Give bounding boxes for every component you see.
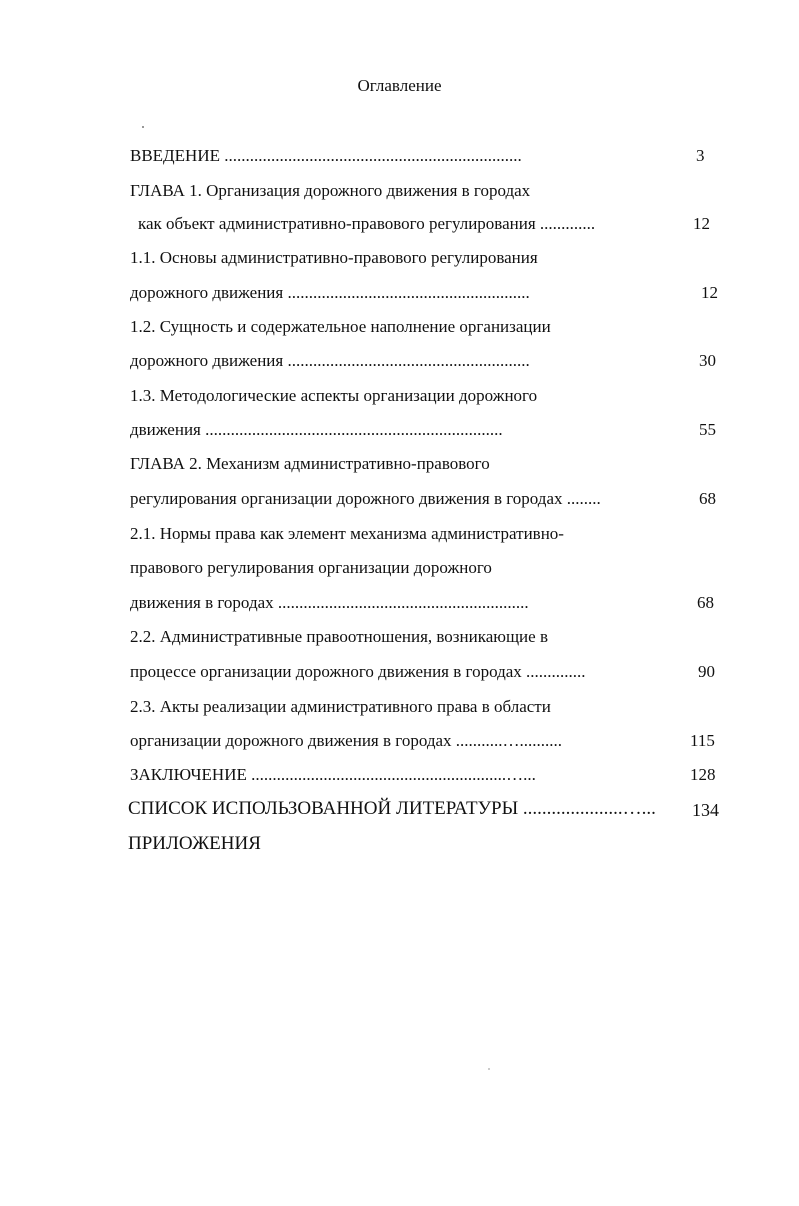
toc-entry-references: СПИСОК ИСПОЛЬЗОВАННОЙ ЛИТЕРАТУРЫ .....................…...	[128, 798, 656, 819]
toc-entry-section-1-3-line1: 1.3. Методологические аспекты организации дорожного	[130, 386, 538, 405]
toc-page-chapter2: 68	[699, 489, 716, 508]
toc-entry-section-1-2-line2: дорожного движения .........................................................	[130, 351, 530, 370]
toc-entry-appendix: ПРИЛОЖЕНИЯ	[128, 833, 261, 854]
scan-speck	[142, 126, 144, 128]
toc-entry-conclusion: ЗАКЛЮЧЕНИЕ ............................................................…...	[130, 765, 536, 784]
toc-page-section-2-3: 115	[690, 731, 715, 750]
toc-entry-section-1-2-line1: 1.2. Сущность и содержательное наполнение организации	[130, 317, 551, 336]
toc-entry-section-2-2-line2: процессе организации дорожного движения в городах ..............	[130, 662, 586, 681]
toc-entry-section-2-1-line3: движения в городах ...........................................................	[130, 593, 529, 612]
toc-entry-section-2-3-line1: 2.3. Акты реализации административного права в области	[130, 697, 551, 716]
toc-page-section-1-1: 12	[701, 283, 718, 302]
toc-entry-section-2-1-line1: 2.1. Нормы права как элемент механизма административно-	[130, 524, 564, 543]
page-title: Оглавление	[357, 76, 442, 95]
toc-page-intro: 3	[696, 146, 705, 165]
toc-page-section-1-2: 30	[699, 351, 716, 370]
toc-page-section-1-3: 55	[699, 420, 716, 439]
toc-page-chapter1: 12	[693, 214, 710, 233]
toc-entry-section-2-3-line2: организации дорожного движения в городах ...........…..........	[130, 731, 563, 750]
toc-page-conclusion: 128	[690, 765, 716, 784]
toc-entry-section-1-1-line1: 1.1. Основы административно-правового регулирования	[130, 248, 538, 267]
toc-page-references: 134	[692, 800, 719, 820]
toc-entry-section-2-2-line1: 2.2. Административные правоотношения, возникающие в	[130, 627, 548, 646]
toc-entry-intro: ВВЕДЕНИЕ ......................................................................	[130, 146, 522, 165]
toc-entry-section-1-3-line2: движения ......................................................................	[130, 420, 503, 439]
toc-entry-section-1-1-line2: дорожного движения .........................................................	[130, 283, 530, 302]
toc-page-section-2-1: 68	[697, 593, 714, 612]
toc-entry-section-2-1-line2: правового регулирования организации дорожного	[130, 558, 492, 577]
toc-entry-chapter1-line1: ГЛАВА 1. Организация дорожного движения в городах	[130, 181, 531, 200]
scan-speck	[488, 1068, 490, 1070]
toc-entry-chapter2-line2: регулирования организации дорожного движения в городах ........	[130, 489, 601, 508]
toc-entry-chapter1-line2: как объект административно-правового регулирования .............	[138, 214, 596, 233]
toc-page-section-2-2: 90	[698, 662, 715, 681]
toc-entry-chapter2-line1: ГЛАВА 2. Механизм административно-правового	[130, 454, 490, 473]
